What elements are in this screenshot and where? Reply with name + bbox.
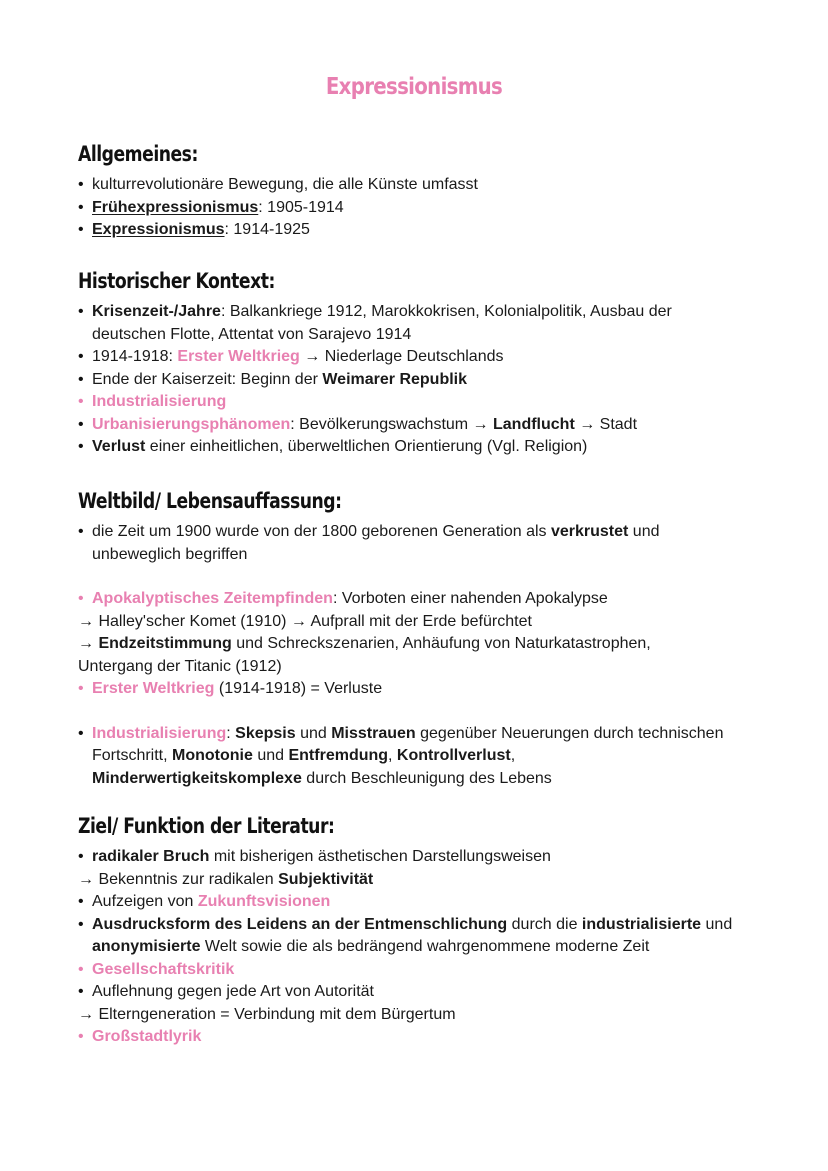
- list-item: • Gesellschaftskritik: [78, 959, 758, 982]
- list-item: • Apokalyptisches Zeitempfinden: Vorboten einer nahenden Apokalypse: [78, 588, 758, 611]
- list-item: • Industrialisierung: Skepsis und Misstrauen gegenüber Neuerungen durch technischen: [78, 723, 758, 746]
- list-item: • 1914-1918: Erster Weltkrieg → Niederlage Deutschlands: [78, 346, 758, 369]
- list-item-continuation: Minderwertigkeitskomplexe durch Beschleunigung des Lebens: [92, 769, 552, 787]
- list-item-continuation: deutschen Flotte, Attentat von Sarajevo 1914: [92, 325, 412, 343]
- section-ziel-funktion: [78, 814, 758, 1049]
- list-item-continuation: unbeweglich begriffen: [92, 545, 248, 563]
- list-item: • Expressionismus: 1914-1925: [78, 219, 758, 242]
- list-item: • Urbanisierungsphänomen: Bevölkerungswachstum → Landflucht → Stadt: [78, 414, 758, 437]
- list-item: • Frühexpressionismus: 1905-1914: [78, 197, 758, 220]
- list-item: • Erster Weltkrieg (1914-1918) = Verluste: [78, 678, 758, 701]
- page-title: Expressionismus: [325, 74, 503, 100]
- list-item: • Industrialisierung: [78, 391, 758, 414]
- list-item: • Ausdrucksform des Leidens an der Entmenschlichung durch die industrialisierte und: [78, 914, 758, 937]
- section-heading: Historischer Kontext:: [78, 269, 275, 293]
- list-item: • radikaler Bruch mit bisherigen ästhetischen Darstellungsweisen: [78, 846, 758, 869]
- list-item-continuation: anonymisierte Welt sowie die als bedrängend wahrgenommene moderne Zeit: [92, 938, 650, 955]
- list-item: • Krisenzeit-/Jahre: Balkankriege 1912, Marokkokrisen, Kolonialpolitik, Ausbau der: [78, 301, 758, 324]
- list-item: • Aufzeigen von Zukunftsvisionen: [78, 891, 758, 914]
- list-item: • Verlust einer einheitlichen, überweltlichen Orientierung (Vgl. Religion): [78, 436, 758, 459]
- section-heading: Allgemeines:: [78, 142, 198, 166]
- list-item-continuation: Fortschritt, Monotonie und Entfremdung, Kontrollverlust,: [92, 747, 516, 764]
- arrow-line: → Endzeitstimmung und Schreckszenarien, Anhäufung von Naturkatastrophen,: [78, 635, 651, 652]
- list-item: • kulturrevolutionäre Bewegung, die alle Künste umfasst: [78, 174, 758, 197]
- section-allgemeines: [78, 142, 758, 242]
- section-heading: Weltbild/ Lebensauffassung:: [78, 489, 342, 513]
- list-item: • Ende der Kaiserzeit: Beginn der Weimarer Republik: [78, 369, 758, 392]
- list-item: • die Zeit um 1900 wurde von der 1800 geborenen Generation als verkrustet und: [78, 521, 758, 544]
- arrow-line: → Bekenntnis zur radikalen Subjektivität: [78, 870, 374, 888]
- section-heading: Ziel/ Funktion der Literatur:: [78, 814, 335, 838]
- list-item: • Großstadtlyrik: [78, 1026, 758, 1049]
- arrow-line-continuation: Untergang der Titanic (1912): [78, 657, 282, 675]
- section-historischer-kontext: [78, 269, 758, 459]
- arrow-line: → Elterngeneration = Verbindung mit dem Bürgertum: [78, 1005, 456, 1023]
- arrow-line: → Halley'scher Komet (1910) → Aufprall mit der Erde befürchtet: [78, 612, 532, 630]
- list-item: • Auflehnung gegen jede Art von Autorität: [78, 981, 758, 1004]
- section-weltbild: [78, 489, 758, 790]
